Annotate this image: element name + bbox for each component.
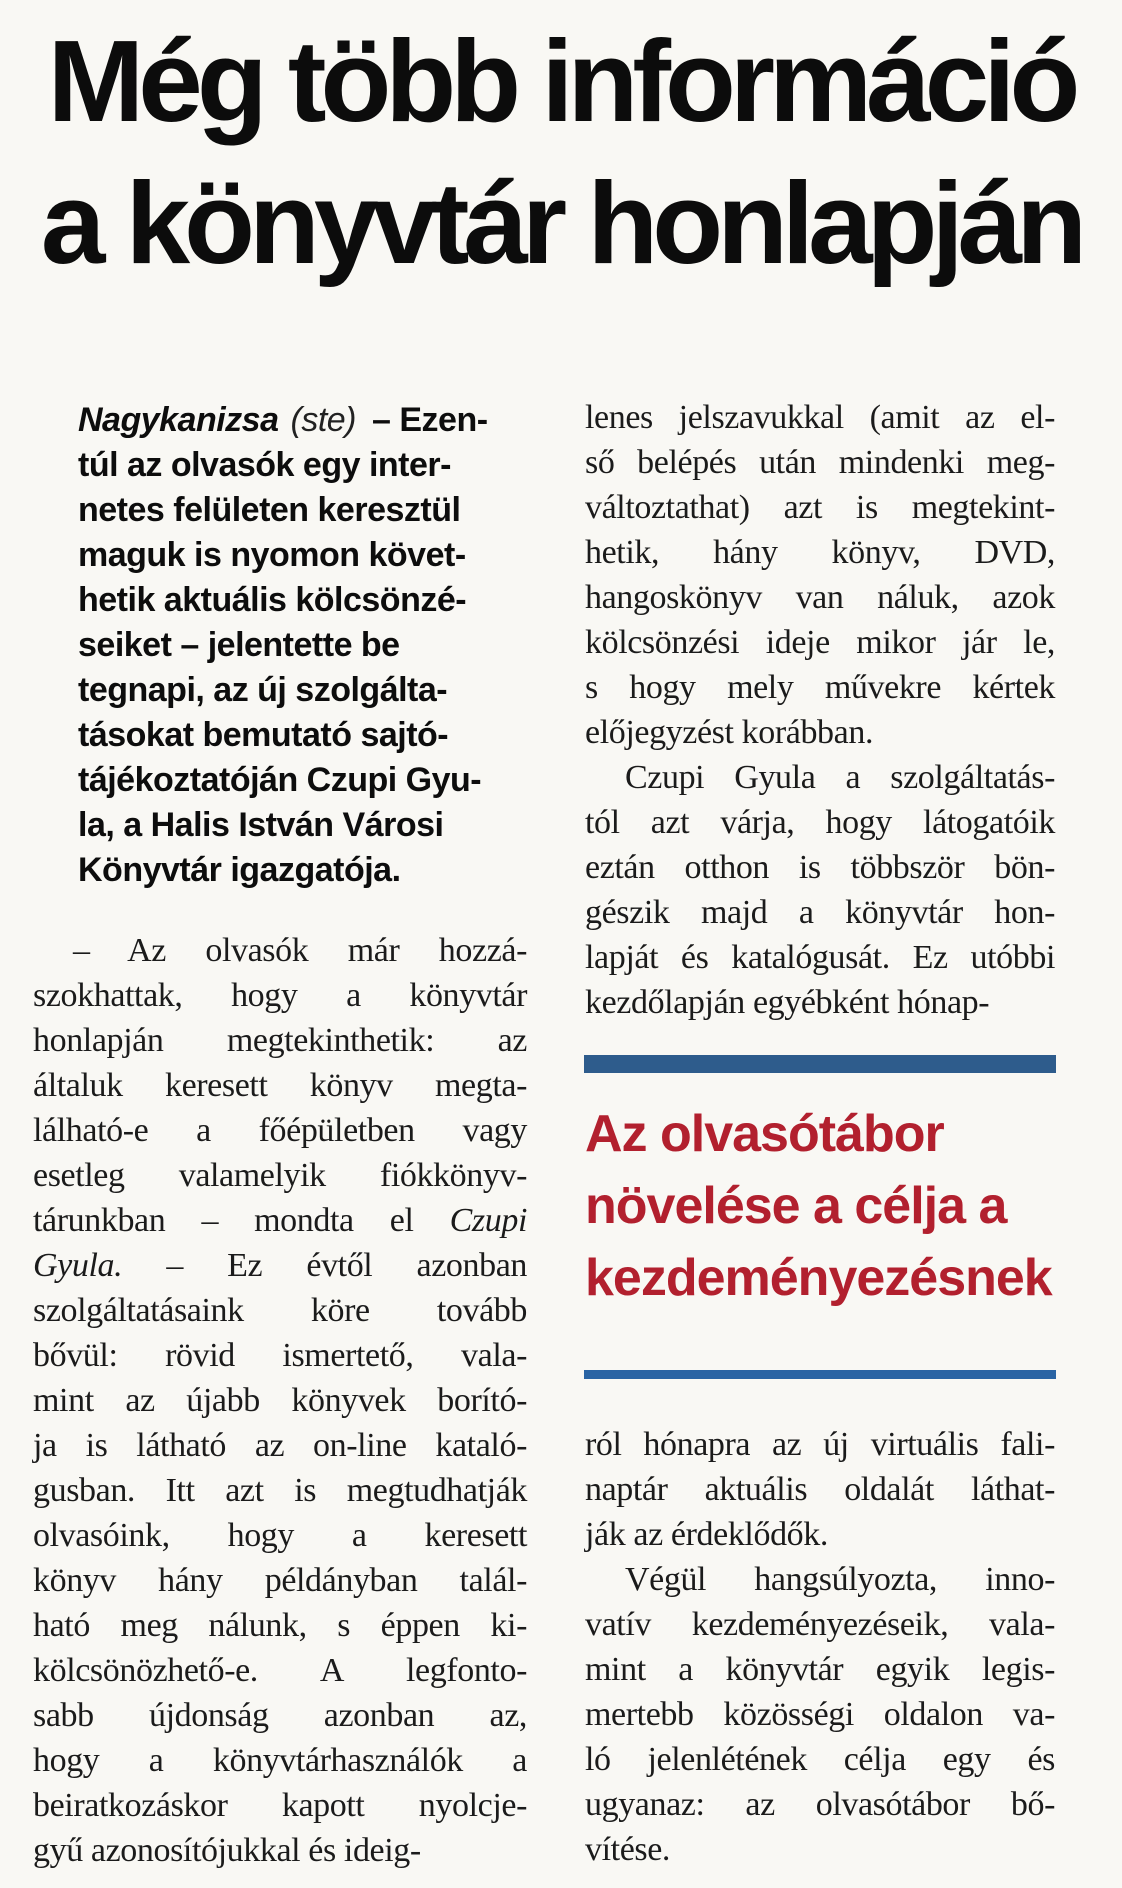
lead-text-line: netes felületen keresztül [78,491,461,529]
body-text-line: ső belépés után mindenki meg- [585,444,1055,481]
pull-quote [585,1098,1057,1314]
body-text-line: s hogy mely művekre kértek [585,669,1055,706]
body-text-line: ja is látható az on-line kataló- [33,1427,527,1464]
body-text-line: naptár aktuális oldalát láthat- [585,1471,1055,1508]
lead-first-line-text: – Ezen- [372,401,488,439]
body-text-line: kölcsönözhető-e. A legfonto- [33,1652,527,1689]
body-text-line: mint a könyvtár egyik legis- [585,1651,1055,1688]
lead-text-line: tájékoztatóján Czupi Gyu- [78,761,482,799]
body-text-line: gusban. Itt azt is megtudhatják [33,1472,527,1509]
body-text-line: olvasóink, hogy a keresett [33,1517,527,1554]
body-text-line: hangoskönyv van náluk, azok [585,579,1055,616]
body-text-line: eztán otthon is többször bön- [585,849,1055,886]
lead-first-line [78,398,530,443]
lead-text-line: túl az olvasók egy inter- [78,446,451,484]
lead-text-line: seiket – jelentette be [78,626,400,664]
lead-text-line: maguk is nyomon követ- [78,536,466,574]
right-column-body-top [585,395,1055,1025]
body-text-line: könyv hány példányban talál- [33,1562,527,1599]
body-text-line: gyű azonosítójukkal és ideig- [33,1832,421,1869]
body-text-line: Végül hangsúlyozta, inno- [625,1561,1055,1598]
body-text-line: mint az újabb könyvek borító- [33,1382,527,1419]
body-text-line: előjegyzést korábban. [585,714,874,751]
body-text-line: bővül: rövid ismertető, vala- [33,1337,527,1374]
lead-text-line: la, a Halis István Városi [78,806,444,844]
lead-text-line: tásokat bemutató sajtó- [78,716,449,754]
pullquote-divider-bottom [584,1370,1056,1379]
right-column-body-bottom [585,1422,1055,1872]
body-text-line: kölcsönzési ideje mikor jár le, [585,624,1055,661]
body-text-line: esetleg valamelyik fiókkönyv- [33,1157,527,1194]
left-column-body [33,928,527,1873]
body-text-line: tól azt várja, hogy látogatóik [585,804,1055,841]
body-text-line: honlapján megtekinthetik: az [33,1022,527,1059]
body-text-line: lálható-e a főépületben vagy [33,1112,527,1149]
byline: (ste) [290,401,356,439]
body-text-line: gészik majd a könyvtár hon- [585,894,1055,931]
body-text-line: beiratkozáskor kapott nyolcje- [33,1787,527,1824]
pullquote-divider-top [584,1055,1056,1073]
body-text-line: ról hónapra az új virtuális fali- [585,1426,1055,1463]
body-text-line: ló jelenlétének célja egy és [585,1741,1055,1778]
pull-quote-line: Az olvasótábor [585,1105,944,1163]
body-text-line: sabb újdonság azonban az, [33,1697,527,1734]
body-text-line: általuk keresett könyv megta- [33,1067,527,1104]
body-text-line: vítése. [585,1831,671,1868]
body-text-line: hogy a könyvtárhasználók a [33,1742,527,1779]
body-text-line: tárunkban – mondta el Czupi [33,1202,527,1239]
lead-text-line: Könyvtár igazgatója. [78,851,401,889]
dateline: Nagykanizsa [78,401,279,439]
headline-line-2: a könyvtár honlapján [40,158,1082,288]
body-text-line: mertebb közösségi oldalon va- [585,1696,1055,1733]
lead-paragraph [78,398,530,893]
body-text-line: kezdőlapján egyébként hónap- [585,984,990,1021]
body-text-line: vatív kezdeményezéseik, vala- [585,1606,1055,1643]
body-text-line: Czupi Gyula a szolgáltatás- [625,759,1055,796]
body-text-line: ugyanaz: az olvasótábor bő- [585,1786,1055,1823]
body-text-line: lapját és katalógusát. Ez utóbbi [585,939,1055,976]
body-text-line: hetik, hány könyv, DVD, [585,534,1055,571]
article-headline [16,10,1106,294]
body-text-line: szolgáltatásaink köre tovább [33,1292,527,1329]
body-text-line: változtathat) azt is megtekint- [585,489,1055,526]
pull-quote-line: növelése a célja a [585,1177,1007,1235]
headline-line-1: Még több információ [47,16,1075,146]
body-text-line: szokhattak, hogy a könyvtár [33,977,527,1014]
body-text-line: ható meg nálunk, s éppen ki- [33,1607,527,1644]
body-text-line: Gyula. – Ez évtől azonban [33,1247,527,1284]
lead-text-line: tegnapi, az új szolgálta- [78,671,448,709]
body-text-line: – Az olvasók már hozzá- [73,932,527,969]
body-text-line: lenes jelszavukkal (amit az el- [585,399,1055,436]
pull-quote-line: kezdeményezésnek [585,1249,1052,1307]
lead-lines [78,443,530,893]
lead-text-line: hetik aktuális kölcsönzé- [78,581,467,619]
body-text-line: ják az érdeklődők. [585,1516,828,1553]
